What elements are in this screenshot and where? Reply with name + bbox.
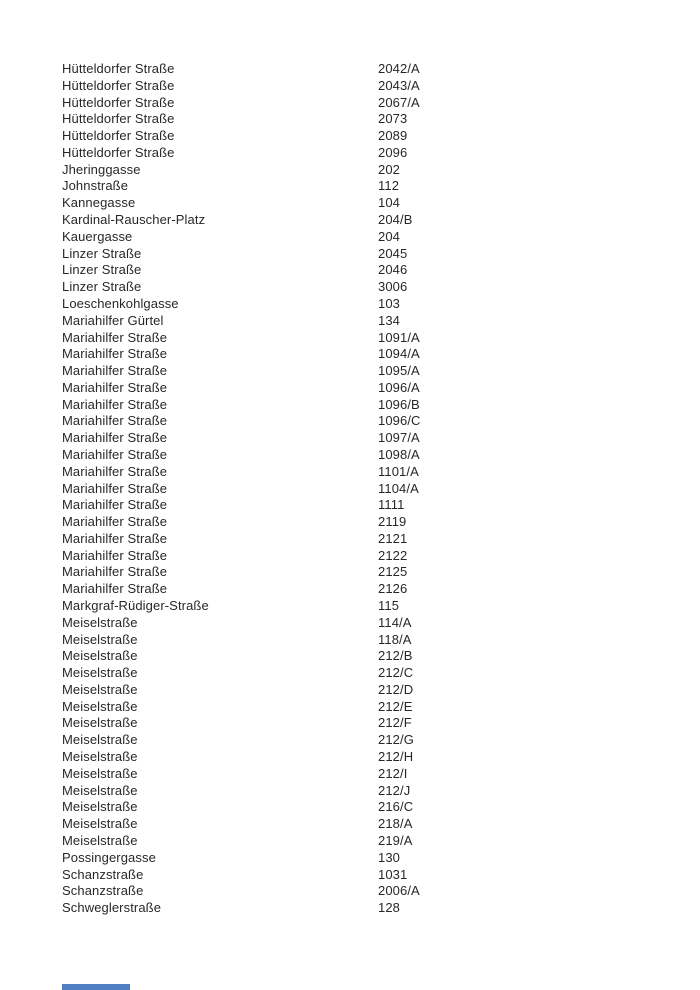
street-name: Kardinal-Rauscher-Platz [62, 212, 206, 228]
house-number: 3006 [378, 279, 408, 295]
house-number: 2126 [378, 581, 408, 597]
house-number: 128 [378, 900, 400, 916]
house-number: 114/A [378, 614, 412, 630]
list-item [62, 833, 642, 850]
street-name: Mariahilfer Straße [62, 363, 168, 379]
street-name: Mariahilfer Straße [62, 463, 168, 479]
house-number: 212/E [378, 698, 413, 714]
house-number: 212/C [378, 665, 414, 681]
street-name: Mariahilfer Straße [62, 530, 168, 546]
house-number: 2073 [378, 111, 408, 127]
house-number: 1095/A [378, 363, 420, 379]
street-name: Linzer Straße [62, 245, 142, 261]
list-item [62, 413, 642, 430]
house-number: 216/C [378, 799, 414, 815]
clipped-link-bar[interactable] [62, 984, 130, 990]
house-number: 212/H [378, 749, 414, 765]
list-item [62, 464, 642, 481]
street-name: Johnstraße [62, 178, 129, 194]
street-name: Hütteldorfer Straße [62, 111, 175, 127]
house-number: 212/D [378, 681, 414, 697]
street-name: Meiselstraße [62, 665, 138, 681]
list-item [62, 246, 642, 263]
list-item [62, 766, 642, 783]
list-item [62, 632, 642, 649]
house-number: 1096/B [378, 396, 420, 412]
house-number: 103 [378, 295, 400, 311]
street-name: Meiselstraße [62, 765, 138, 781]
list-item [62, 799, 642, 816]
house-number: 104 [378, 195, 400, 211]
house-number: 130 [378, 849, 400, 865]
list-item [62, 732, 642, 749]
list-item [62, 564, 642, 581]
house-number: 2122 [378, 547, 408, 563]
street-name: Meiselstraße [62, 732, 138, 748]
list-item [62, 598, 642, 615]
street-name: Meiselstraße [62, 681, 138, 697]
house-number: 1096/C [378, 413, 421, 429]
list-item [62, 648, 642, 665]
list-item [62, 900, 642, 917]
street-name: Meiselstraße [62, 799, 138, 815]
house-number: 212/J [378, 782, 411, 798]
list-item [62, 162, 642, 179]
house-number: 204 [378, 228, 400, 244]
house-number: 212/B [378, 648, 413, 664]
list-item [62, 682, 642, 699]
house-number: 115 [378, 598, 400, 613]
street-name: Linzer Straße [62, 279, 142, 295]
list-item [62, 715, 642, 732]
house-number: 2119 [378, 514, 407, 530]
list-item [62, 497, 642, 514]
list-item [62, 581, 642, 598]
house-number: 2125 [378, 564, 408, 580]
street-name: Markgraf-Rüdiger-Straße [62, 598, 209, 613]
list-item [62, 330, 642, 347]
street-name: Mariahilfer Gürtel [62, 312, 164, 328]
street-name: Hütteldorfer Straße [62, 77, 175, 93]
list-item [62, 430, 642, 447]
house-number: 134 [378, 312, 400, 328]
street-name: Hütteldorfer Straße [62, 61, 175, 76]
list-item [62, 229, 642, 246]
street-name: Kannegasse [62, 195, 136, 211]
list-item [62, 699, 642, 716]
list-item [62, 61, 642, 78]
list-item [62, 111, 642, 128]
street-name: Schweglerstraße [62, 900, 162, 916]
street-name: Meiselstraße [62, 749, 138, 765]
street-name: Mariahilfer Straße [62, 564, 168, 580]
street-name: Meiselstraße [62, 715, 138, 731]
house-number: 2045 [378, 245, 408, 261]
list-item [62, 883, 642, 900]
list-item [62, 145, 642, 162]
street-name: Hütteldorfer Straße [62, 144, 175, 160]
list-item [62, 380, 642, 397]
house-number: 212/I [378, 765, 408, 781]
list-item [62, 212, 642, 229]
street-name: Mariahilfer Straße [62, 346, 168, 362]
street-name: Kauergasse [62, 228, 133, 244]
list-item [62, 195, 642, 212]
list-item [62, 78, 642, 95]
list-item [62, 615, 642, 632]
house-number: 1094/A [378, 346, 420, 362]
street-name: Jheringgasse [62, 161, 141, 177]
house-number: 112 [378, 178, 400, 194]
list-item [62, 363, 642, 380]
street-name: Meiselstraße [62, 816, 138, 832]
list-item [62, 783, 642, 800]
street-name: Mariahilfer Straße [62, 497, 168, 513]
list-item [62, 262, 642, 279]
list-item [62, 548, 642, 565]
house-number: 1097/A [378, 430, 420, 446]
house-number: 1101/A [378, 463, 419, 479]
list-item [62, 128, 642, 145]
list-item [62, 178, 642, 195]
list-item [62, 850, 642, 867]
street-name: Meiselstraße [62, 832, 138, 848]
street-number-list [62, 61, 642, 917]
street-name: Mariahilfer Straße [62, 514, 168, 530]
street-name: Mariahilfer Straße [62, 480, 168, 496]
house-number: 2067/A [378, 94, 420, 110]
house-number: 212/F [378, 715, 412, 731]
street-name: Schanzstraße [62, 866, 144, 882]
street-name: Meiselstraße [62, 782, 138, 798]
street-name: Mariahilfer Straße [62, 329, 168, 345]
house-number: 2121 [378, 530, 408, 546]
street-name: Loeschenkohlgasse [62, 295, 179, 311]
list-item [62, 279, 642, 296]
street-name: Meiselstraße [62, 631, 138, 647]
house-number: 1104/A [378, 480, 419, 496]
house-number: 2006/A [378, 883, 420, 899]
list-item [62, 531, 642, 548]
list-item [62, 665, 642, 682]
list-item [62, 313, 642, 330]
street-name: Meiselstraße [62, 648, 138, 664]
list-item [62, 95, 642, 112]
list-item [62, 296, 642, 313]
house-number: 2046 [378, 262, 408, 278]
list-item [62, 481, 642, 498]
list-item [62, 867, 642, 884]
house-number: 2089 [378, 128, 408, 144]
list-item [62, 749, 642, 766]
street-name: Hütteldorfer Straße [62, 128, 175, 144]
house-number: 204/B [378, 212, 413, 228]
house-number: 1096/A [378, 379, 420, 395]
street-name: Schanzstraße [62, 883, 144, 899]
street-name: Mariahilfer Straße [62, 547, 168, 563]
street-name: Mariahilfer Straße [62, 446, 168, 462]
list-item [62, 514, 642, 531]
street-name: Mariahilfer Straße [62, 581, 168, 597]
house-number: 1031 [378, 866, 408, 882]
street-name: Mariahilfer Straße [62, 379, 168, 395]
street-name: Meiselstraße [62, 614, 138, 630]
street-name: Mariahilfer Straße [62, 396, 168, 412]
street-name: Mariahilfer Straße [62, 413, 168, 429]
street-name: Meiselstraße [62, 698, 138, 714]
list-item [62, 447, 642, 464]
house-number: 1098/A [378, 446, 420, 462]
street-name: Hütteldorfer Straße [62, 94, 175, 110]
house-number: 2096 [378, 144, 408, 160]
house-number: 219/A [378, 832, 413, 848]
house-number: 218/A [378, 816, 413, 832]
house-number: 2042/A [378, 61, 420, 76]
house-number: 1111 [378, 497, 405, 513]
house-number: 1091/A [378, 329, 420, 345]
house-number: 212/G [378, 732, 414, 748]
street-name: Linzer Straße [62, 262, 142, 278]
street-name: Mariahilfer Straße [62, 430, 168, 446]
list-item [62, 346, 642, 363]
list-item [62, 816, 642, 833]
house-number: 2043/A [378, 77, 420, 93]
street-name: Possingergasse [62, 849, 156, 865]
list-item [62, 397, 642, 414]
house-number: 118/A [378, 631, 412, 647]
house-number: 202 [378, 161, 400, 177]
